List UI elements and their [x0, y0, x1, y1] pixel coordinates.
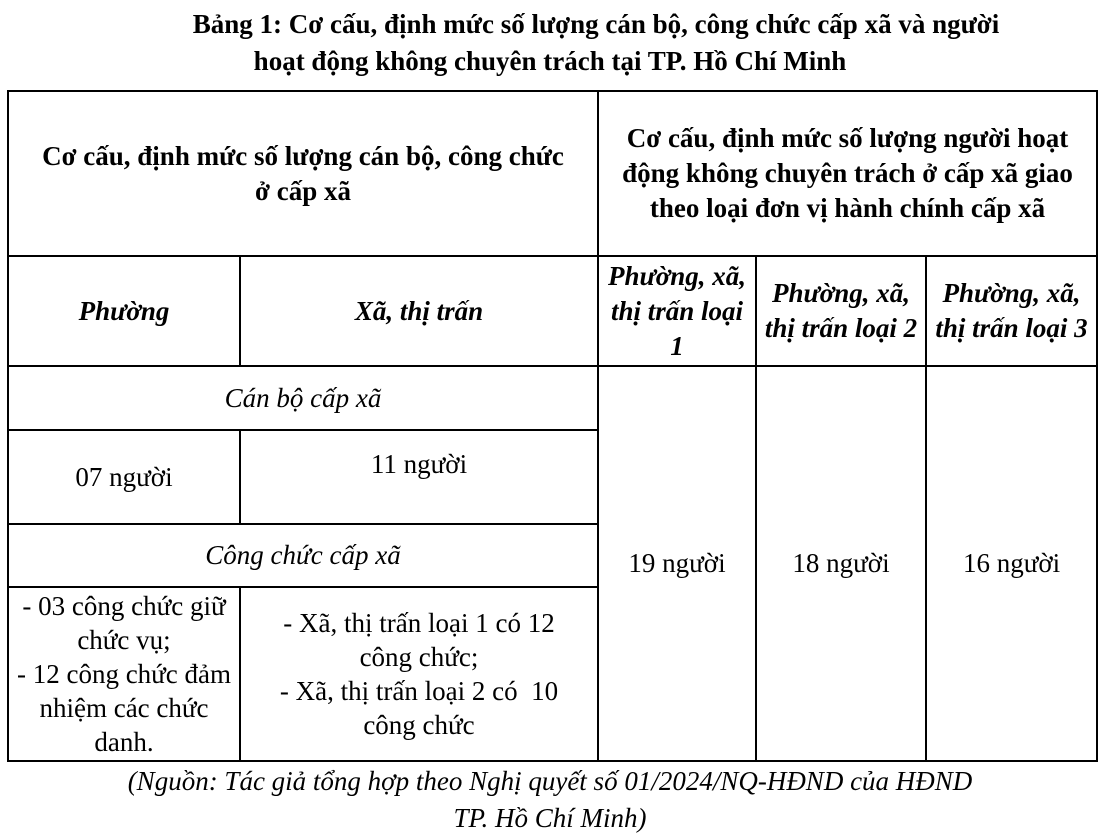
table-title [0, 6, 1100, 80]
civil-servants-label: Công chức cấp xã [8, 524, 598, 587]
table-title-line-2: hoạt động không chuyên trách tại TP. Hồ Chí Minh [253, 46, 847, 76]
officials-label: Cán bộ cấp xã [8, 366, 598, 430]
civil-servants-commune-list [240, 587, 598, 761]
table-title-line-1: Bảng 1: Cơ cấu, định mức số lượng cán bộ, công chức cấp xã và người [192, 9, 1000, 39]
civil-servants-ward-item: - 12 công chức đảm nhiệm các chức danh. [16, 659, 232, 757]
subheader-type-2: Phường, xã, thị trấn loại 2 [756, 256, 926, 366]
header-civil-servants: Cơ cấu, định mức số lượng cán bộ, công chức ở cấp xã [8, 91, 598, 256]
officials-commune-count: 11 người [240, 430, 598, 524]
source-note-line-2: TP. Hồ Chí Minh) [453, 803, 647, 833]
civil-servants-commune-item: - Xã, thị trấn loại 2 có 10 công chức [279, 676, 565, 740]
civil-servants-commune-item: - Xã, thị trấn loại 1 có 12 công chức; [283, 608, 555, 672]
subheader-row [8, 256, 1097, 366]
staffing-table [7, 90, 1098, 762]
source-note-line-1: (Nguồn: Tác giả tổng hợp theo Nghị quyết số 01/2024/NQ-HĐND của HĐND [127, 766, 973, 796]
subheader-ward: Phường [8, 256, 240, 366]
header-part-time-staff: Cơ cấu, định mức số lượng người hoạt động không chuyên trách ở cấp xã giao theo loại đơn vị hành chính cấp xã [598, 91, 1097, 256]
source-note [0, 763, 1100, 837]
count-type-3: 16 người [926, 366, 1097, 761]
civil-servants-ward-item: - 03 công chức giữ chức vụ; [22, 591, 226, 655]
civil-servants-ward-list [8, 587, 240, 761]
subheader-commune-town: Xã, thị trấn [240, 256, 598, 366]
officials-ward-count: 07 người [8, 430, 240, 524]
header-row [8, 91, 1097, 256]
count-type-2: 18 người [756, 366, 926, 761]
subheader-type-3: Phường, xã, thị trấn loại 3 [926, 256, 1097, 366]
subheader-type-1: Phường, xã, thị trấn loại 1 [598, 256, 756, 366]
officials-label-row [8, 366, 1097, 430]
count-type-1: 19 người [598, 366, 756, 761]
